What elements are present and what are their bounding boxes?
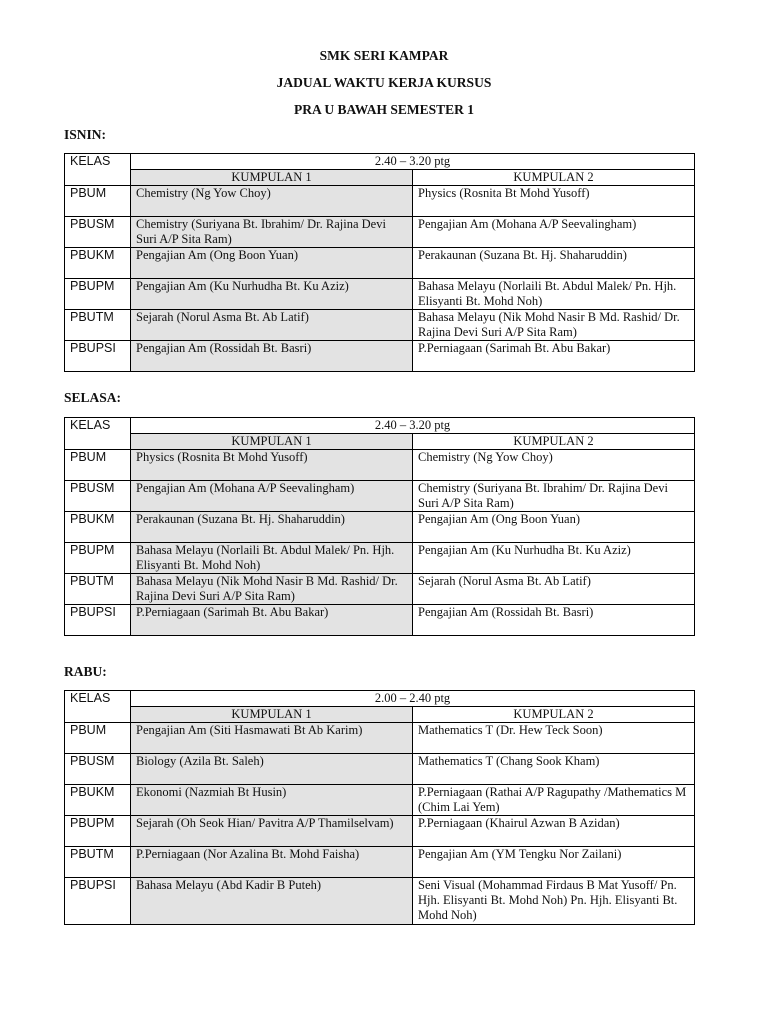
kumpulan-2-cell: Mathematics T (Chang Sook Kham) xyxy=(413,754,695,785)
kumpulan-2-cell: Pengajian Am (YM Tengku Nor Zailani) xyxy=(413,847,695,878)
kumpulan-2-cell: Chemistry (Ng Yow Choy) xyxy=(413,450,695,481)
kumpulan-1-cell: Sejarah (Norul Asma Bt. Ab Latif) xyxy=(131,310,413,341)
kelas-cell: PBUSM xyxy=(65,217,131,248)
table-row xyxy=(65,341,695,372)
table-row xyxy=(65,310,695,341)
kumpulan-1-cell: Pengajian Am (Ku Nurhudha Bt. Ku Aziz) xyxy=(131,279,413,310)
table-row xyxy=(65,605,695,636)
kumpulan-1-cell: Bahasa Melayu (Norlaili Bt. Abdul Malek/ Pn. Hjh. Elisyanti Bt. Mohd Noh) xyxy=(131,543,413,574)
kelas-cell: PBUKM xyxy=(65,785,131,816)
table-header-row xyxy=(65,170,695,186)
kumpulan-2-cell: Physics (Rosnita Bt Mohd Yusoff) xyxy=(413,186,695,217)
kumpulan-2-cell: P.Perniagaan (Khairul Azwan B Azidan) xyxy=(413,816,695,847)
kelas-cell: PBUSM xyxy=(65,754,131,785)
kumpulan-1-header: KUMPULAN 1 xyxy=(131,434,413,450)
kelas-cell: PBUKM xyxy=(65,512,131,543)
day-heading-selasa: SELASA: xyxy=(64,390,122,405)
table-header-row xyxy=(65,154,695,170)
kumpulan-1-cell: Bahasa Melayu (Abd Kadir B Puteh) xyxy=(131,878,413,925)
kelas-cell: PBUPM xyxy=(65,816,131,847)
kumpulan-1-cell: Bahasa Melayu (Nik Mohd Nasir B Md. Rashid/ Dr. Rajina Devi Suri A/P Sita Ram) xyxy=(131,574,413,605)
kelas-cell: PBUSM xyxy=(65,481,131,512)
table-row xyxy=(65,785,695,816)
day-heading-rabu: RABU: xyxy=(64,664,107,679)
kelas-cell: PBUPSI xyxy=(65,605,131,636)
kumpulan-1-cell: Pengajian Am (Ong Boon Yuan) xyxy=(131,248,413,279)
table-row xyxy=(65,847,695,878)
kumpulan-1-cell: Physics (Rosnita Bt Mohd Yusoff) xyxy=(131,450,413,481)
document-subtitle: PRA U BAWAH SEMESTER 1 xyxy=(293,102,475,117)
time-slot: 2.00 – 2.40 ptg xyxy=(131,691,695,707)
school-name: SMK SERI KAMPAR xyxy=(319,48,449,63)
kelas-cell: PBUTM xyxy=(65,847,131,878)
time-slot: 2.40 – 3.20 ptg xyxy=(131,418,695,434)
table-row xyxy=(65,574,695,605)
table-row xyxy=(65,543,695,574)
kumpulan-1-cell: Chemistry (Suriyana Bt. Ibrahim/ Dr. Rajina Devi Suri A/P Sita Ram) xyxy=(131,217,413,248)
kumpulan-2-cell: Pengajian Am (Mohana A/P Seevalingham) xyxy=(413,217,695,248)
kumpulan-1-cell: P.Perniagaan (Nor Azalina Bt. Mohd Faisha) xyxy=(131,847,413,878)
schedule-table-selasa xyxy=(64,417,695,636)
schedule-table-rabu xyxy=(64,690,695,925)
kumpulan-1-cell: Perakaunan (Suzana Bt. Hj. Shaharuddin) xyxy=(131,512,413,543)
table-row xyxy=(65,754,695,785)
kumpulan-2-cell: Bahasa Melayu (Norlaili Bt. Abdul Malek/ Pn. Hjh. Elisyanti Bt. Mohd Noh) xyxy=(413,279,695,310)
kumpulan-2-cell: P.Perniagaan (Rathai A/P Ragupathy /Mathematics M (Chim Lai Yem) xyxy=(413,785,695,816)
table-row xyxy=(65,450,695,481)
kumpulan-2-cell: Sejarah (Norul Asma Bt. Ab Latif) xyxy=(413,574,695,605)
table-header-row xyxy=(65,434,695,450)
kumpulan-2-header: KUMPULAN 2 xyxy=(413,170,695,186)
kumpulan-1-header: KUMPULAN 1 xyxy=(131,707,413,723)
kumpulan-2-cell: Seni Visual (Mohammad Firdaus B Mat Yusoff/ Pn. Hjh. Elisyanti Bt. Mohd Noh) Pn. Hjh. Elisyanti Bt. Mohd Noh) xyxy=(413,878,695,925)
kumpulan-2-cell: Chemistry (Suriyana Bt. Ibrahim/ Dr. Rajina Devi Suri A/P Sita Ram) xyxy=(413,481,695,512)
kumpulan-1-cell: Sejarah (Oh Seok Hian/ Pavitra A/P Thamilselvam) xyxy=(131,816,413,847)
kelas-cell: PBUTM xyxy=(65,310,131,341)
table-row xyxy=(65,816,695,847)
kumpulan-1-cell: Ekonomi (Nazmiah Bt Husin) xyxy=(131,785,413,816)
kumpulan-2-cell: P.Perniagaan (Sarimah Bt. Abu Bakar) xyxy=(413,341,695,372)
kumpulan-1-cell: Pengajian Am (Siti Hasmawati Bt Ab Karim) xyxy=(131,723,413,754)
kumpulan-2-header: KUMPULAN 2 xyxy=(413,707,695,723)
kelas-cell: PBUM xyxy=(65,723,131,754)
kelas-cell: PBUM xyxy=(65,450,131,481)
kumpulan-2-cell: Pengajian Am (Ku Nurhudha Bt. Ku Aziz) xyxy=(413,543,695,574)
kumpulan-2-cell: Bahasa Melayu (Nik Mohd Nasir B Md. Rashid/ Dr. Rajina Devi Suri A/P Sita Ram) xyxy=(413,310,695,341)
kelas-header: KELAS xyxy=(65,154,131,186)
time-slot: 2.40 – 3.20 ptg xyxy=(131,154,695,170)
kumpulan-2-cell: Pengajian Am (Rossidah Bt. Basri) xyxy=(413,605,695,636)
table-header-row xyxy=(65,707,695,723)
table-row xyxy=(65,186,695,217)
day-heading-isnin: ISNIN: xyxy=(64,127,107,142)
kumpulan-1-cell: Biology (Azila Bt. Saleh) xyxy=(131,754,413,785)
kumpulan-1-cell: P.Perniagaan (Sarimah Bt. Abu Bakar) xyxy=(131,605,413,636)
table-row xyxy=(65,217,695,248)
kelas-header: KELAS xyxy=(65,418,131,450)
table-row xyxy=(65,279,695,310)
kelas-cell: PBUPSI xyxy=(65,341,131,372)
table-row xyxy=(65,878,695,925)
kelas-cell: PBUPM xyxy=(65,543,131,574)
kelas-cell: PBUM xyxy=(65,186,131,217)
table-row xyxy=(65,248,695,279)
kelas-cell: PBUKM xyxy=(65,248,131,279)
schedule-table-isnin xyxy=(64,153,695,372)
table-header-row xyxy=(65,418,695,434)
kelas-cell: PBUPM xyxy=(65,279,131,310)
kelas-header: KELAS xyxy=(65,691,131,723)
document-title: JADUAL WAKTU KERJA KURSUS xyxy=(276,75,492,90)
kumpulan-2-header: KUMPULAN 2 xyxy=(413,434,695,450)
kumpulan-2-cell: Mathematics T (Dr. Hew Teck Soon) xyxy=(413,723,695,754)
table-row xyxy=(65,723,695,754)
kumpulan-2-cell: Perakaunan (Suzana Bt. Hj. Shaharuddin) xyxy=(413,248,695,279)
kumpulan-2-cell: Pengajian Am (Ong Boon Yuan) xyxy=(413,512,695,543)
table-row xyxy=(65,512,695,543)
kumpulan-1-header: KUMPULAN 1 xyxy=(131,170,413,186)
kelas-cell: PBUPSI xyxy=(65,878,131,925)
kumpulan-1-cell: Pengajian Am (Mohana A/P Seevalingham) xyxy=(131,481,413,512)
table-header-row xyxy=(65,691,695,707)
kumpulan-1-cell: Pengajian Am (Rossidah Bt. Basri) xyxy=(131,341,413,372)
table-row xyxy=(65,481,695,512)
kumpulan-1-cell: Chemistry (Ng Yow Choy) xyxy=(131,186,413,217)
kelas-cell: PBUTM xyxy=(65,574,131,605)
